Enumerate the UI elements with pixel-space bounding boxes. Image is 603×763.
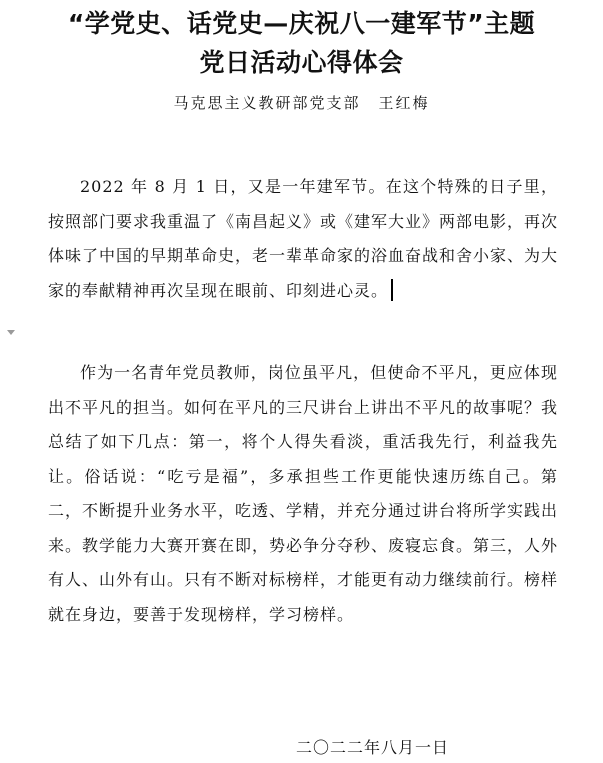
paragraph-1[interactable] <box>48 170 558 308</box>
paragraph-1-text: 2022 年 8 月 1 日，又是一年建军节。在这个特殊的日子里，按照部门要求我重温了《南昌起义》或《建军大业》两部电影，再次体味了中国的早期革命史，老一辈革命家的浴血奋战和舍小家、为大家的奉献精神再次呈现在眼前、印刻进心灵。 <box>48 177 559 300</box>
text-cursor <box>391 279 393 301</box>
document-date: 二〇二二年八月一日 <box>296 738 450 757</box>
author-line <box>0 92 603 113</box>
document-title-line-2: 党日活动心得体会 <box>199 48 404 77</box>
margin-marker-icon <box>7 330 15 335</box>
paragraph-2[interactable] <box>48 356 558 632</box>
document-title-line-1: “学党史、话党史—庆祝八一建军节”主题 <box>67 9 536 38</box>
author-organization: 马克思主义教研部党支部 <box>173 94 361 112</box>
author-name: 王红梅 <box>378 94 430 112</box>
paragraph-2-text: 作为一名青年党员教师，岗位虽平凡，但使命不平凡，更应体现出不平凡的担当。如何在平凡的三尺讲台上讲出不平凡的故事呢？我总结了如下几点：第一，将个人得失看淡，重活我先行，利益我先让。俗话说：“吃亏是福”，多承担些工作更能快速历练自己。第二，不断提升业务水平，吃透、学精，并充分通过讲台将所学实践出来。教学能力大赛开赛在即，势必争分夺秒、废寝忘食。第三，人外有人、山外有山。只有不断对标榜样，才能更有动力继续前行。榜样就在身边，要善于发现榜样，学习榜样。 <box>48 363 559 624</box>
